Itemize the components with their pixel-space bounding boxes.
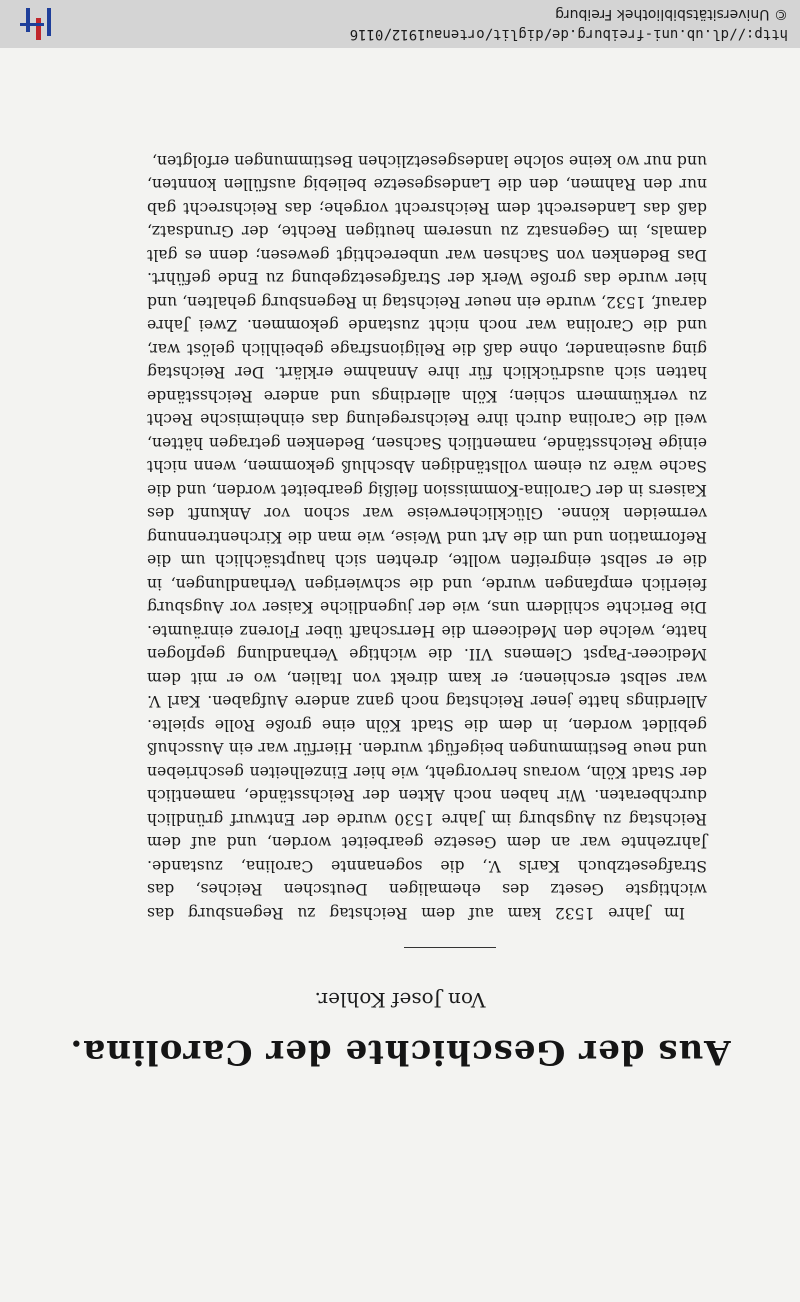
- article-byline: Von Josef Kohler.: [314, 988, 486, 1012]
- logo-bar-right: [26, 8, 30, 32]
- logo-bar-left: [47, 8, 51, 36]
- logo-crossbar: [20, 23, 44, 26]
- article-title: Aus der Geschichte der Carolina.: [69, 1032, 731, 1072]
- ub-freiburg-logo-icon: [16, 6, 54, 40]
- article-body: Im Jahre 1532 kam auf dem Reichstag zu Regensburg das wichtigste Gesetz des ehemaligen Deutschen Reiches, das Strafgesetzbuch Karls V., die sogenannte Carolina, zustande. Jahrzehnte war an dem Gesetze gearbeitet worden, und auf dem Reichstag zu Augsburg im Jahre 1530 wurde der Entwurf gründlich durchberaten. Wir haben noch Akten der Reichsstände, namentlich der Stadt Köln, woraus hervorgeht, wie hier Einzelheiten geschrieben und neue Bestimmungen beigefügt wurden. Hierfür war ein Ausschuß gebildet worden, in dem die Stadt Köln eine große Rolle spielte. Allerdings hatte jener Reichstag noch ganz andere Aufgaben. Karl V. war selbst erschienen; er kam direkt von Italien, wo er mit dem Mediceer-Papst Clemens VII. die wichtige Verhandlung gepflogen hatte, welche den Mediceern die Herrschaft über Florenz einräumte. Die Berichte schildern uns, wie der jugendliche Kaiser vor Augsburg feierlich empfangen wurde, und die schwierigen Verhandlungen, in die er selbst eingreifen wollte, drehten sich hauptsächlich um die Reformation und um die Art und Weise, wie man die Kirchentrennung vermeiden könne. Glücklicherweise war schon vor Ankunft des Kaisers in der Carolina-Kommission fleißig gearbeitet worden, und die Sache wäre zu einem vollständigen Abschluß gekommen, wenn nicht einige Reichsstände, namentlich Sachsen, Bedenken getragen hätten, weil die Carolina durch ihre Reichsregelung das einheimische Recht zu verkümmern schien; Köln allerdings und andere Reichsstände hatten sich ausdrücklich für ihre Annahme erklärt. Der Reichstag ging auseinander, ohne daß die Religionsfrage gebeihlich gelöst war, und die Carolina war noch nicht zustande gekommen. Zwei Jahre darauf, 1532, wurde ein neuer Reichstag in Regensburg gehalten, und hier wurde das große Werk der Strafgesetzgebung zu Ende geführt. Das Bedenken von Sachsen war unberechtigt gewesen; denn es galt damals, im Gegensatz zu unserem heutigen Rechte, der Grundsatz, daß das Landesrecht dem Reichsrecht vorgehe; das Reichsrecht gab nur den Rahmen, den die Landesgesetze beliebig ausfüllen konnten, und nur wo keine solche landesgesetzlichen Bestimmungen erfolgten,: [147, 152, 707, 922]
- title-divider: [404, 947, 496, 948]
- viewer-footer-bar: [0, 0, 800, 48]
- logo-bar-center: [36, 18, 41, 40]
- scanned-page: [0, 48, 800, 1302]
- source-url-link[interactable]: http://dl.ub.uni-freiburg.de/diglit/ortenau1912/0116: [349, 26, 788, 42]
- copyright-credit: © Universitätsbibliothek Freiburg: [555, 6, 788, 22]
